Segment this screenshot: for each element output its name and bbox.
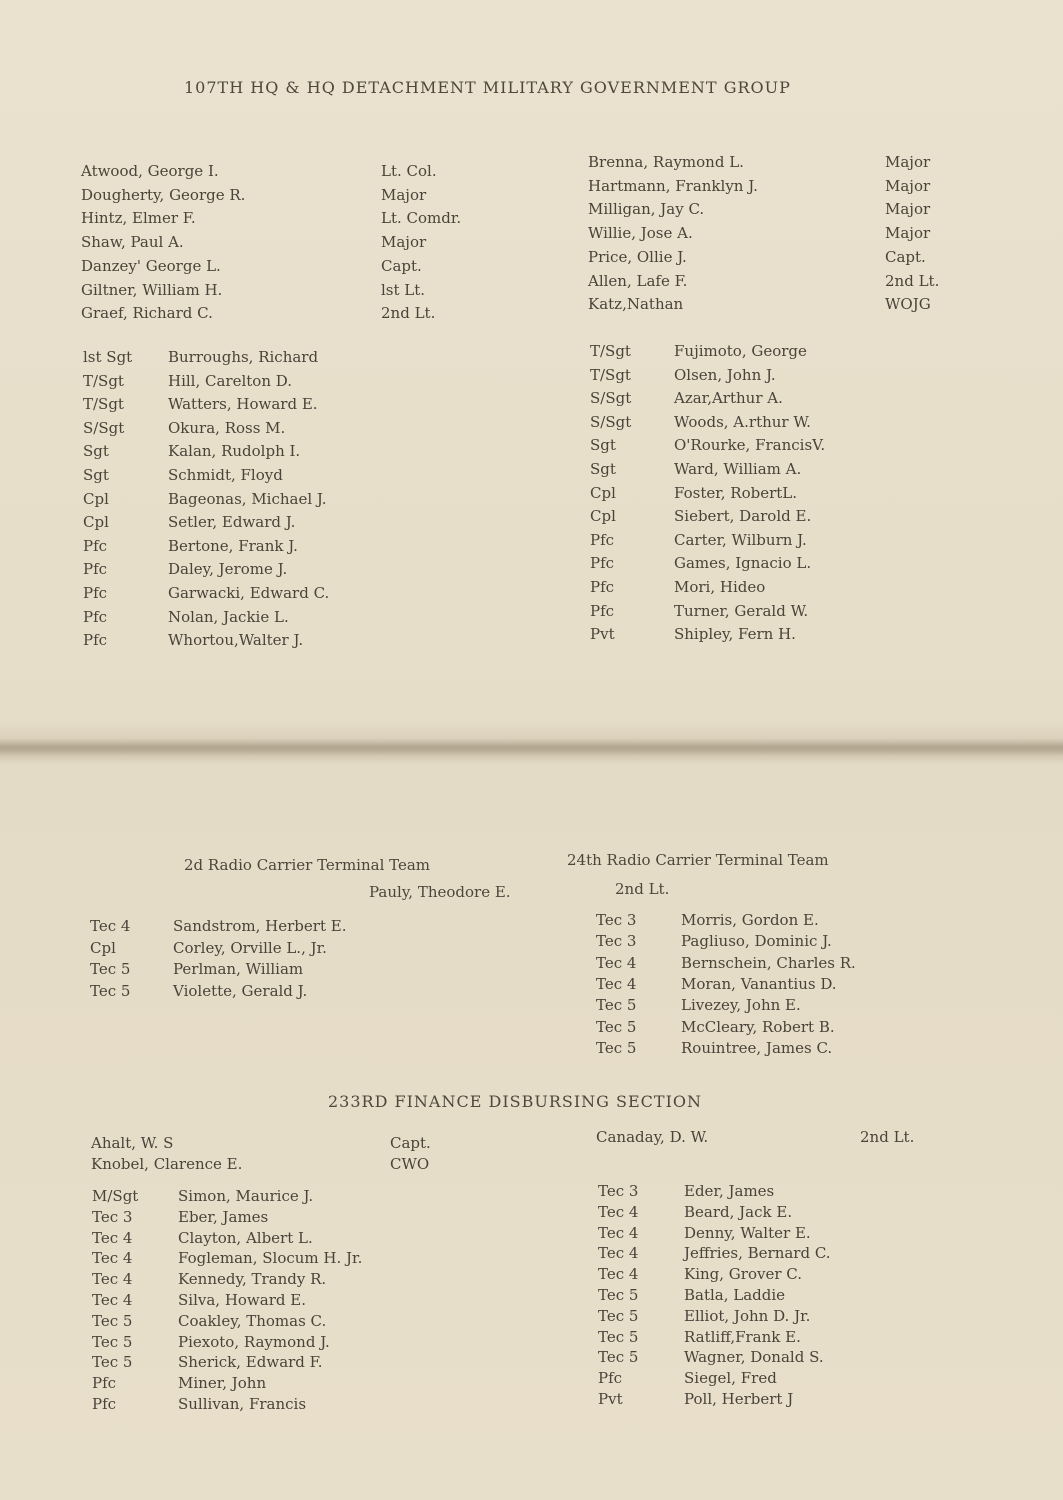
rank-label: Pfc bbox=[83, 584, 108, 602]
rank-label: Major bbox=[885, 224, 931, 243]
rank-label: Tec 4 bbox=[598, 1244, 639, 1263]
person-name: Woods, A.rthur W. bbox=[674, 412, 811, 431]
rank-label: Capt. bbox=[885, 247, 926, 266]
rank-label: Major bbox=[885, 176, 931, 195]
rank-label: Tec 4 bbox=[598, 1265, 639, 1284]
person-name: Dougherty, George R. bbox=[81, 185, 246, 204]
person-name: Fujimoto, George bbox=[674, 342, 807, 360]
finance-233-title: 233RD FINANCE DISBURSING SECTION bbox=[328, 1092, 703, 1111]
radio-2d-officer-name: Pauly, Theodore E. bbox=[369, 883, 511, 901]
person-name: Milligan, Jay C. bbox=[588, 200, 705, 219]
person-name: Shaw, Paul A. bbox=[81, 233, 184, 252]
person-name: Azar,Arthur A. bbox=[674, 389, 783, 408]
rank-label: Pfc bbox=[590, 601, 615, 620]
rank-label: Tec 3 bbox=[596, 932, 637, 951]
person-name: Clayton, Albert L. bbox=[178, 1228, 313, 1247]
person-name: Allen, Lafe F. bbox=[588, 271, 688, 290]
rank-label: Pvt bbox=[590, 625, 615, 644]
rank-label: T/Sgt bbox=[83, 395, 124, 414]
person-name: Hill, Carelton D. bbox=[168, 371, 293, 390]
person-name: Knobel, Clarence E. bbox=[91, 1155, 243, 1173]
person-name: Sherick, Edward F. bbox=[178, 1353, 323, 1372]
rank-label: T/Sgt bbox=[83, 371, 124, 390]
person-name: Eber, James bbox=[178, 1207, 269, 1226]
rank-label: Tec 4 bbox=[596, 953, 637, 972]
rank-label: Major bbox=[381, 185, 427, 204]
person-name: Bernschein, Charles R. bbox=[681, 953, 856, 972]
rank-label: Tec 4 bbox=[92, 1249, 133, 1268]
person-name: Pagliuso, Dominic J. bbox=[681, 932, 832, 951]
rank-label: Pfc bbox=[590, 578, 615, 596]
rank-label: S/Sgt bbox=[590, 412, 632, 431]
person-name: Miner, John bbox=[178, 1374, 267, 1393]
rank-label: Tec 4 bbox=[92, 1291, 133, 1309]
page-fold bbox=[0, 738, 1063, 756]
rank-label: Pfc bbox=[83, 631, 108, 650]
person-name: Watters, Howard E. bbox=[168, 395, 318, 414]
rank-label: Pfc bbox=[598, 1369, 623, 1388]
rank-label: T/Sgt bbox=[590, 342, 631, 360]
person-name: Eder, James bbox=[684, 1182, 775, 1200]
person-name: Poll, Herbert J bbox=[684, 1390, 794, 1408]
radio-2d-title: 2d Radio Carrier Terminal Team bbox=[184, 856, 431, 874]
rank-label: Tec 4 bbox=[598, 1202, 639, 1221]
person-name: Kennedy, Trandy R. bbox=[178, 1270, 327, 1289]
person-name: Siegel, Fred bbox=[684, 1369, 777, 1388]
rank-label: Tec 5 bbox=[598, 1327, 639, 1346]
rank-label: lst Lt. bbox=[381, 280, 426, 299]
person-name: Ratliff,Frank E. bbox=[684, 1327, 801, 1346]
person-name: Canaday, D. W. bbox=[596, 1128, 709, 1146]
rank-label: Pfc bbox=[92, 1395, 117, 1413]
person-name: Siebert, Darold E. bbox=[674, 507, 812, 526]
person-name: O'Rourke, FrancisV. bbox=[674, 436, 826, 455]
rank-label: Pfc bbox=[83, 560, 108, 579]
person-name: Bertone, Frank J. bbox=[168, 536, 298, 555]
person-name: Hartmann, Franklyn J. bbox=[588, 176, 758, 195]
rank-label: Capt. bbox=[390, 1134, 431, 1152]
rank-label: WOJG bbox=[885, 295, 931, 314]
person-name: Foster, RobertL. bbox=[674, 483, 798, 502]
radio-24-title: 24th Radio Carrier Terminal Team bbox=[567, 851, 829, 869]
rank-label: Tec 5 bbox=[596, 996, 637, 1015]
rank-label: Tec 4 bbox=[598, 1223, 639, 1242]
rank-label: Sgt bbox=[590, 460, 616, 478]
person-name: Mori, Hideo bbox=[674, 578, 766, 596]
person-name: Schmidt, Floyd bbox=[168, 466, 283, 484]
rank-label: Pfc bbox=[83, 607, 108, 626]
person-name: Ward, William A. bbox=[674, 460, 802, 478]
person-name: Sullivan, Francis bbox=[178, 1395, 307, 1413]
rank-label: Tec 5 bbox=[596, 1017, 637, 1036]
person-name: Batla, Laddie bbox=[684, 1286, 786, 1304]
rank-label: lst Sgt bbox=[83, 348, 133, 366]
person-name: Violette, Gerald J. bbox=[173, 981, 308, 1000]
rank-label: 2nd Lt. bbox=[381, 304, 436, 323]
person-name: Bageonas, Michael J. bbox=[168, 489, 327, 508]
person-name: Nolan, Jackie L. bbox=[168, 607, 289, 626]
rank-label: Tec 3 bbox=[598, 1182, 639, 1200]
person-name: Garwacki, Edward C. bbox=[168, 584, 330, 602]
rank-label: Tec 5 bbox=[598, 1348, 639, 1367]
person-name: Giltner, William H. bbox=[81, 280, 223, 299]
rank-label: Major bbox=[885, 200, 931, 219]
person-name: Willie, Jose A. bbox=[588, 224, 693, 243]
rank-label: CWO bbox=[390, 1155, 430, 1173]
rank-label: M/Sgt bbox=[92, 1187, 139, 1205]
rank-label: Pfc bbox=[590, 530, 615, 549]
rank-label: Tec 5 bbox=[598, 1306, 639, 1325]
rank-label: Tec 3 bbox=[92, 1207, 133, 1226]
person-name: Setler, Edward J. bbox=[168, 513, 296, 532]
rank-label: Lt. Col. bbox=[381, 162, 437, 180]
person-name: Katz,Nathan bbox=[588, 295, 684, 314]
person-name: Olsen, John J. bbox=[674, 365, 776, 384]
rank-label: Sgt bbox=[590, 436, 616, 455]
person-name: Simon, Maurice J. bbox=[178, 1187, 314, 1205]
person-name: Ahalt, W. S bbox=[91, 1134, 174, 1152]
rank-label: Cpl bbox=[90, 938, 116, 957]
rank-label: Pfc bbox=[92, 1374, 117, 1393]
person-name: Carter, Wilburn J. bbox=[674, 530, 807, 549]
rank-label: Tec 4 bbox=[596, 974, 637, 993]
rank-label: Tec 5 bbox=[92, 1353, 133, 1372]
person-name: Jeffries, Bernard C. bbox=[684, 1244, 831, 1263]
person-name: Kalan, Rudolph I. bbox=[168, 442, 301, 461]
person-name: Shipley, Fern H. bbox=[674, 625, 796, 644]
rank-label: Capt. bbox=[381, 256, 422, 275]
person-name: Moran, Vanantius D. bbox=[681, 974, 837, 993]
person-name: Daley, Jerome J. bbox=[168, 560, 288, 579]
rank-label: Tec 5 bbox=[90, 981, 131, 1000]
rank-label: Cpl bbox=[83, 513, 109, 532]
person-name: Fogleman, Slocum H. Jr. bbox=[178, 1249, 363, 1268]
person-name: Coakley, Thomas C. bbox=[178, 1311, 327, 1330]
person-name: Livezey, John E. bbox=[681, 996, 801, 1015]
person-name: Whortou,Walter J. bbox=[168, 631, 304, 650]
rank-label: 2nd Lt. bbox=[860, 1128, 915, 1146]
person-name: Graef, Richard C. bbox=[81, 304, 213, 323]
person-name: Denny, Walter E. bbox=[684, 1223, 811, 1242]
person-name: Games, Ignacio L. bbox=[674, 554, 812, 573]
person-name: Brenna, Raymond L. bbox=[588, 153, 744, 171]
rank-label: T/Sgt bbox=[590, 365, 631, 384]
person-name: Danzey' George L. bbox=[81, 256, 221, 275]
rank-label: Pvt bbox=[598, 1390, 623, 1408]
rank-label: Tec 5 bbox=[92, 1311, 133, 1330]
person-name: Turner, Gerald W. bbox=[674, 601, 809, 620]
person-name: Price, Ollie J. bbox=[588, 247, 687, 266]
rank-label: Tec 5 bbox=[596, 1038, 637, 1057]
rank-label: Tec 5 bbox=[598, 1286, 639, 1304]
person-name: Beard, Jack E. bbox=[684, 1202, 793, 1221]
person-name: Burroughs, Richard bbox=[168, 348, 319, 366]
rank-label: Major bbox=[381, 233, 427, 252]
rank-label: 2nd Lt. bbox=[885, 271, 940, 290]
rank-label: Cpl bbox=[83, 489, 109, 508]
rank-label: S/Sgt bbox=[83, 418, 125, 437]
person-name: Sandstrom, Herbert E. bbox=[173, 917, 347, 935]
rank-label: Tec 3 bbox=[596, 911, 637, 929]
rank-label: Pfc bbox=[590, 554, 615, 573]
rank-label: Pfc bbox=[83, 536, 108, 555]
person-name: Wagner, Donald S. bbox=[684, 1348, 824, 1367]
person-name: Okura, Ross M. bbox=[168, 418, 286, 437]
rank-label: Cpl bbox=[590, 507, 616, 526]
radio-24-officer-rank: 2nd Lt. bbox=[615, 880, 670, 898]
person-name: Perlman, William bbox=[173, 960, 304, 978]
rank-label: Cpl bbox=[590, 483, 616, 502]
person-name: Elliot, John D. Jr. bbox=[684, 1306, 811, 1325]
rank-label: Tec 4 bbox=[90, 917, 131, 935]
person-name: Rouintree, James C. bbox=[681, 1038, 833, 1057]
rank-label: Tec 5 bbox=[92, 1332, 133, 1351]
person-name: Corley, Orville L., Jr. bbox=[173, 938, 327, 957]
person-name: Atwood, George I. bbox=[81, 162, 219, 180]
person-name: Piexoto, Raymond J. bbox=[178, 1332, 330, 1351]
group-107-title: 107TH HQ & HQ DETACHMENT MILITARY GOVERNMENT GROUP bbox=[184, 78, 791, 97]
person-name: King, Grover C. bbox=[684, 1265, 802, 1284]
person-name: Morris, Gordon E. bbox=[681, 911, 819, 929]
rank-label: Tec 4 bbox=[92, 1270, 133, 1289]
rank-label: Major bbox=[885, 153, 931, 171]
person-name: Hintz, Elmer F. bbox=[81, 209, 196, 228]
rank-label: Tec 5 bbox=[90, 960, 131, 978]
rank-label: Sgt bbox=[83, 442, 109, 461]
rank-label: Tec 4 bbox=[92, 1228, 133, 1247]
rank-label: Sgt bbox=[83, 466, 109, 484]
person-name: McCleary, Robert B. bbox=[681, 1017, 835, 1036]
person-name: Silva, Howard E. bbox=[178, 1291, 306, 1309]
rank-label: S/Sgt bbox=[590, 389, 632, 408]
rank-label: Lt. Comdr. bbox=[381, 209, 462, 228]
